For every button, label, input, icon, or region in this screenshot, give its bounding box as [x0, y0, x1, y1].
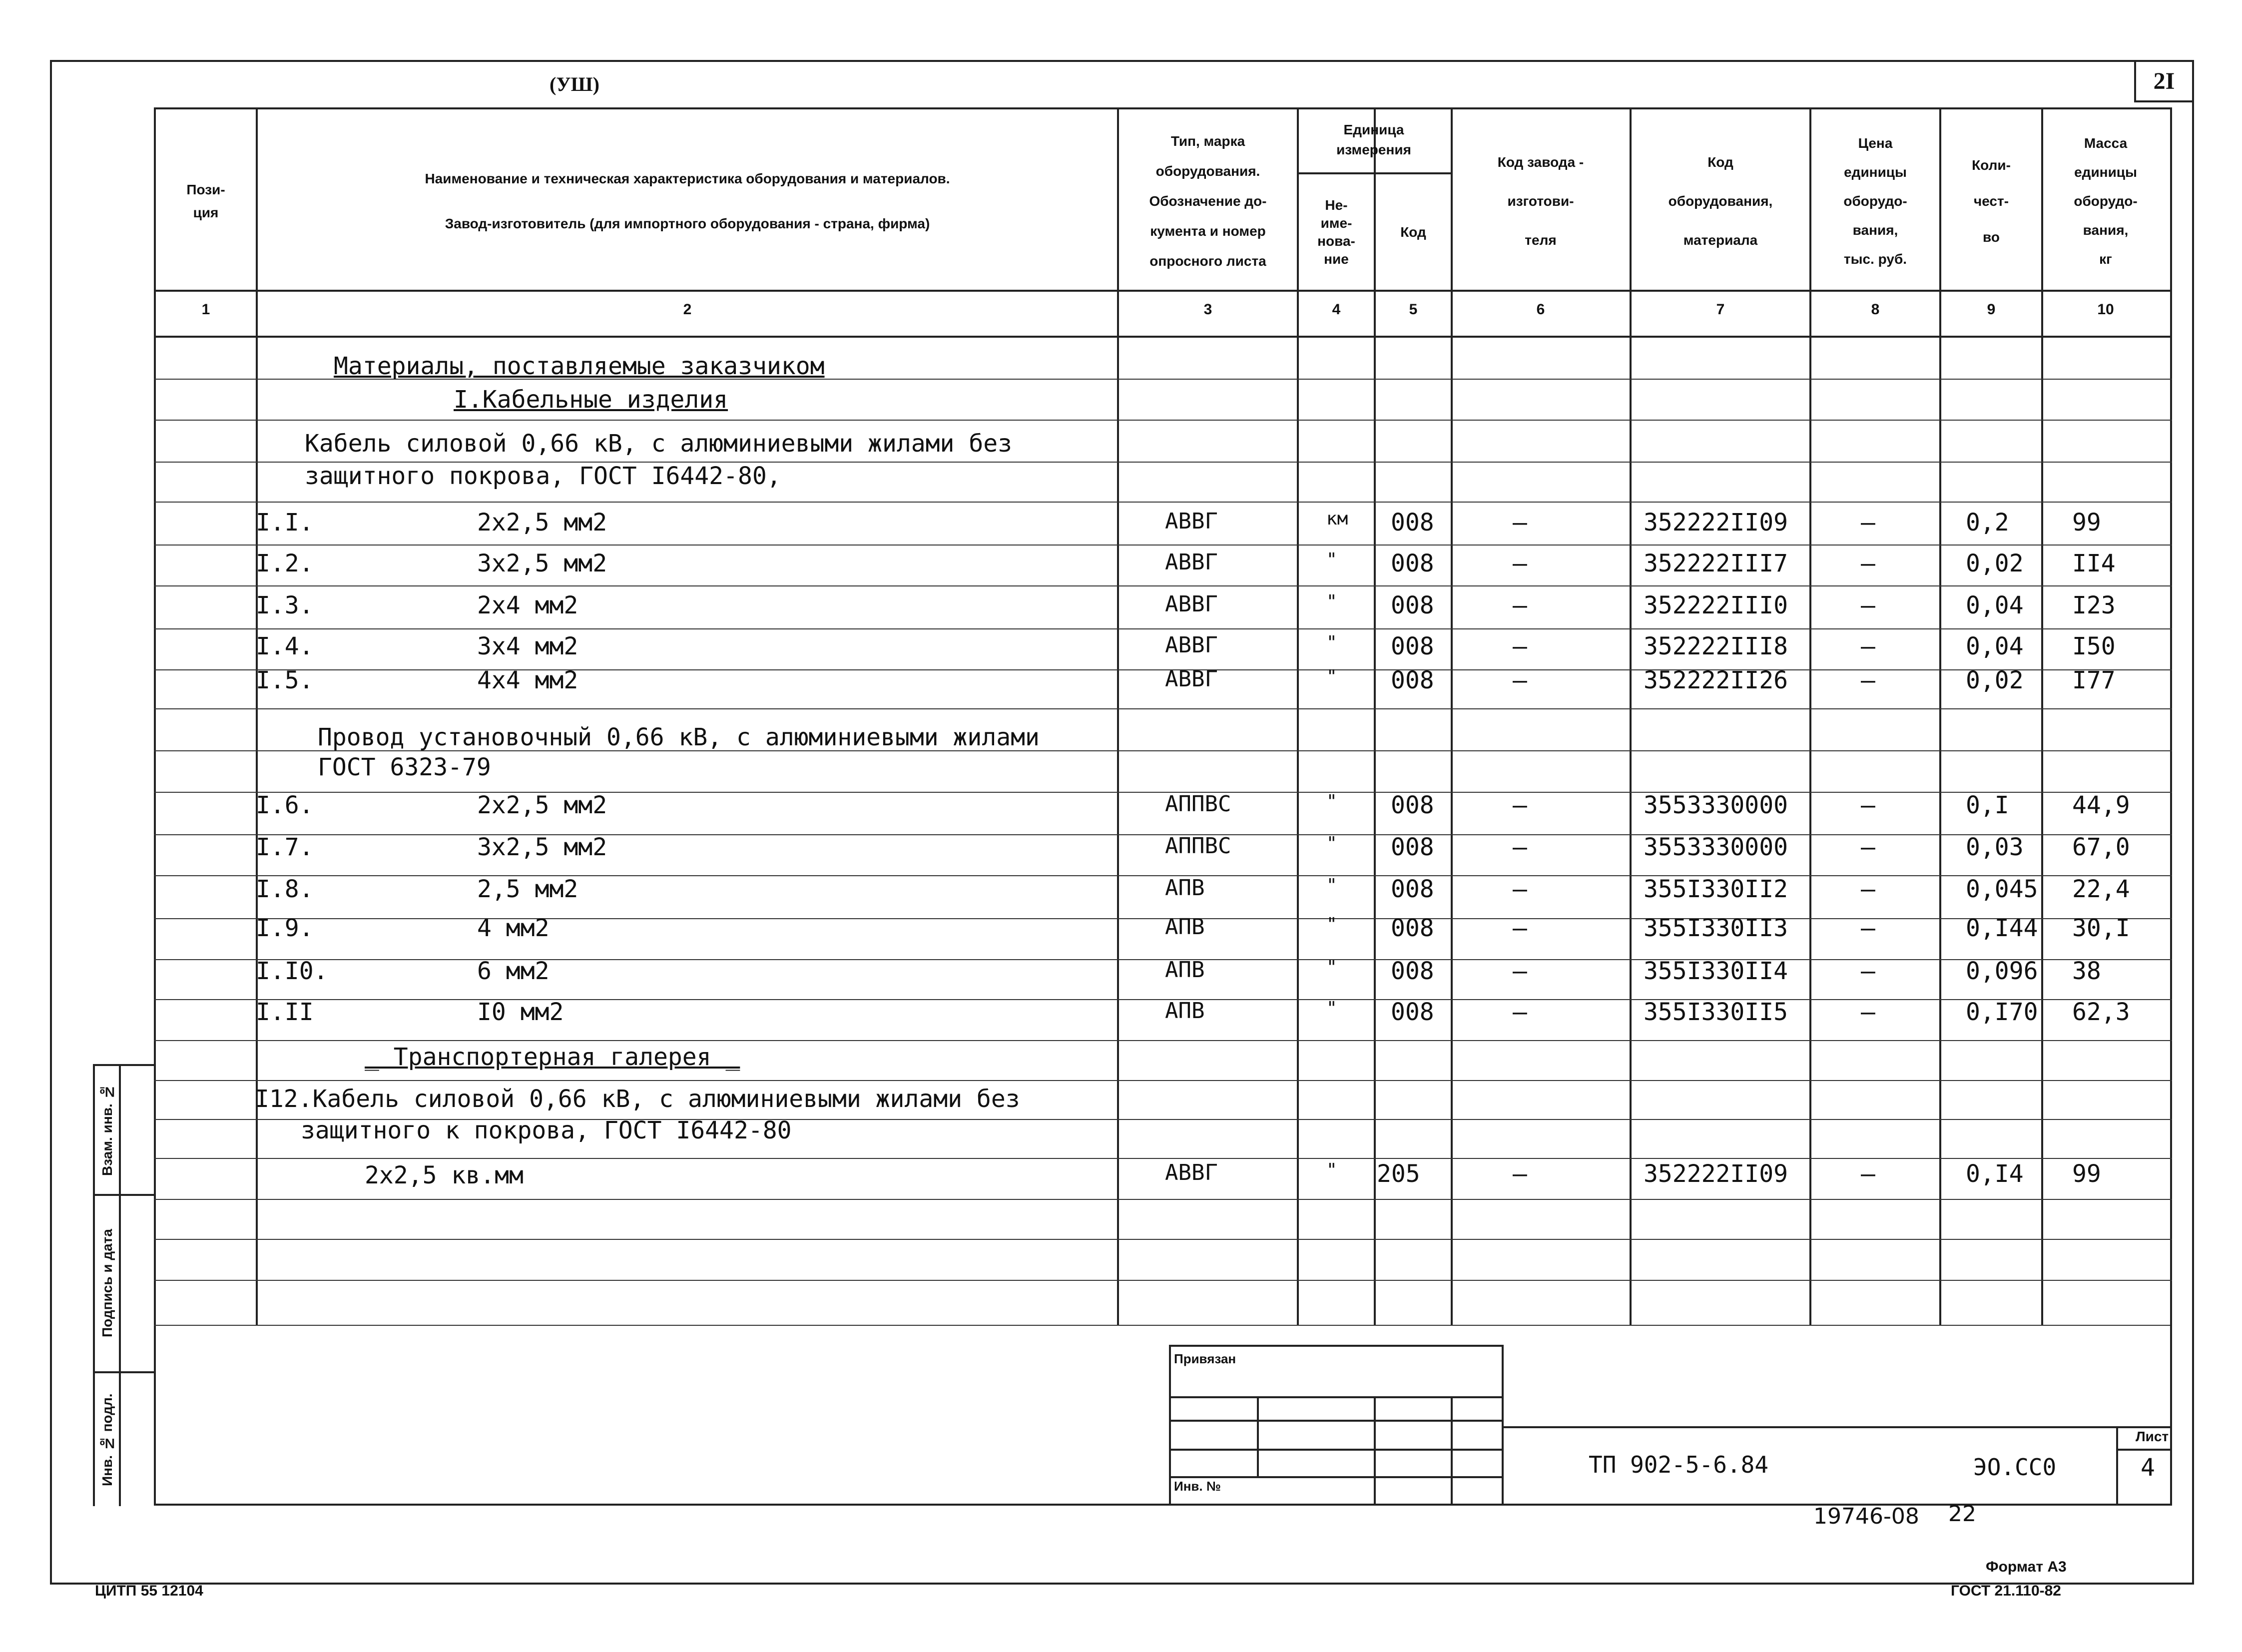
row-6-price: – — [1861, 791, 1875, 819]
row-10-factory: – — [1513, 957, 1527, 985]
row-3-price: – — [1861, 591, 1875, 619]
col-header-7: Код оборудования, материала — [1668, 154, 1773, 248]
gallery-cable-line-1: I12.Кабель силовой 0,66 кВ, с алюминиевыми жилами без — [255, 1085, 1020, 1113]
row-12-unit: " — [1326, 1160, 1337, 1180]
row-line-22 — [154, 1280, 2172, 1281]
row-11-unit: " — [1326, 998, 1337, 1019]
colnum-bottom-line — [154, 336, 2172, 338]
row-10-qty: 0,096 — [1966, 957, 2038, 985]
row-4-name: 3х4 мм2 — [477, 632, 578, 660]
row-3-name: 2х4 мм2 — [477, 591, 578, 619]
right-frame-bottom — [2170, 1325, 2172, 1504]
row-6-mass: 44,9 — [2072, 791, 2130, 819]
row-5-price: – — [1861, 666, 1875, 694]
stamp-v1 — [1257, 1396, 1259, 1476]
stamp-v3 — [1451, 1396, 1453, 1504]
wire-description-line-1: Провод установочный 0,66 кВ, с алюминиевыми жилами — [318, 723, 1040, 751]
row-3-eq-code: 352222III0 — [1644, 591, 1788, 619]
row-8-type: АПВ — [1165, 875, 1205, 901]
col-header-4: Не- име- нова- ние — [1317, 197, 1355, 267]
stamp-top — [1169, 1345, 1504, 1347]
row-9-unit: " — [1326, 914, 1337, 935]
row-8-name: 2,5 мм2 — [477, 875, 578, 903]
row-2-unit: " — [1326, 550, 1337, 570]
row-5-eq-code: 352222II26 — [1644, 666, 1788, 694]
section-heading-conveyor-gallery: _ Транспортерная галерея _ — [365, 1043, 740, 1071]
row-12-type: АВВГ — [1165, 1160, 1218, 1185]
row-10-eq-code: 355I330II4 — [1644, 957, 1788, 985]
gallery-cable-size: 2х2,5 кв.мм — [365, 1161, 524, 1189]
row-line-21 — [154, 1239, 2172, 1240]
col-header-1: Пози- ция — [186, 181, 225, 220]
cable-description-line-2: защитного покрова, ГОСТ I6442-80, — [305, 462, 781, 490]
col-num-3: 3 — [1203, 301, 1212, 318]
row-4-code: 008 — [1391, 632, 1434, 660]
row-9-pos: I.9. — [256, 914, 314, 942]
col-header-3: Тип, марка оборудования. Обозначение до- кумента и номер опросного листа — [1149, 133, 1267, 269]
row-2-eq-code: 352222III7 — [1644, 550, 1788, 577]
stamp-right — [1502, 1345, 1504, 1504]
row-7-pos: I.7. — [256, 833, 314, 861]
unit-group-header: Единица измерения — [1336, 122, 1411, 157]
row-12-qty: 0,I4 — [1966, 1160, 2024, 1188]
row-4-type: АВВГ — [1165, 632, 1218, 658]
titleblock-top — [1502, 1426, 2170, 1428]
row-line-5 — [154, 585, 2172, 586]
row-2-factory: – — [1513, 550, 1527, 577]
row-12-mass: 99 — [2072, 1160, 2101, 1188]
row-11-price: – — [1861, 998, 1875, 1026]
section-heading-cables: I.Кабельные изделия — [454, 386, 728, 414]
col-num-10: 10 — [2097, 301, 2114, 318]
row-4-mass: I50 — [2072, 632, 2116, 660]
stamp-line-4 — [1169, 1449, 1504, 1451]
row-11-factory: – — [1513, 998, 1527, 1026]
row-2-code: 008 — [1391, 550, 1434, 577]
row-7-price: – — [1861, 833, 1875, 861]
col-num-9: 9 — [1987, 301, 1996, 318]
row-4-price: – — [1861, 632, 1875, 660]
col-num-6: 6 — [1536, 301, 1545, 318]
row-8-price: – — [1861, 875, 1875, 903]
row-line-19 — [154, 1158, 2172, 1159]
row-11-pos: I.II — [256, 998, 314, 1026]
col-header-2: Наименование и техническая характеристика оборудования и материалов. Завод-изготовитель (для импортного оборудования - страна, фирма) — [425, 170, 950, 231]
row-8-mass: 22,4 — [2072, 875, 2130, 903]
row-10-name: 6 мм2 — [477, 957, 550, 985]
row-6-qty: 0,I — [1966, 791, 2009, 819]
sheet-corner-number: 2I — [2134, 60, 2194, 102]
row-7-unit: " — [1326, 833, 1337, 854]
side-strip-left-border — [93, 1064, 95, 1506]
row-2-pos: I.2. — [256, 550, 314, 577]
row-10-unit: " — [1326, 957, 1337, 978]
row-9-qty: 0,I44 — [1966, 914, 2038, 942]
row-1-name: 2х2,5 мм2 — [477, 509, 607, 537]
row-4-unit: " — [1326, 632, 1337, 653]
row-5-factory: – — [1513, 666, 1527, 694]
row-12-factory: – — [1513, 1160, 1527, 1188]
row-10-price: – — [1861, 957, 1875, 985]
row-11-mass: 62,3 — [2072, 998, 2130, 1026]
row-12-price: – — [1861, 1160, 1875, 1188]
row-4-qty: 0,04 — [1966, 632, 2024, 660]
row-8-pos: I.8. — [256, 875, 314, 903]
row-1-code: 008 — [1391, 509, 1434, 537]
row-3-mass: I23 — [2072, 591, 2116, 619]
row-5-name: 4х4 мм2 — [477, 666, 578, 694]
row-3-pos: I.3. — [256, 591, 314, 619]
row-7-name: 3х2,5 мм2 — [477, 833, 607, 861]
col-num-7: 7 — [1716, 301, 1725, 318]
row-12-eq-code: 352222II09 — [1644, 1160, 1788, 1188]
row-7-factory: – — [1513, 833, 1527, 861]
gallery-cable-line-2: защитного к покрова, ГОСТ I6442-80 — [301, 1116, 792, 1144]
side-label-signature-date: Подпись и дата — [99, 1229, 115, 1338]
row-line-3 — [154, 502, 2172, 503]
row-10-pos: I.I0. — [256, 957, 328, 985]
row-line-16 — [154, 1040, 2172, 1041]
row-2-mass: II4 — [2072, 550, 2116, 577]
row-2-price: – — [1861, 550, 1875, 577]
row-1-price: – — [1861, 509, 1875, 537]
row-5-type: АВВГ — [1165, 666, 1218, 692]
side-label-inv-original: Инв. № подл. — [99, 1393, 115, 1486]
row-8-qty: 0,045 — [1966, 875, 2038, 903]
row-line-8 — [154, 708, 2172, 709]
row-5-pos: I.5. — [256, 666, 314, 694]
row-1-factory: – — [1513, 509, 1527, 537]
header-title: (УШ) — [550, 73, 599, 95]
row-1-type: АВВГ — [1165, 509, 1218, 534]
row-6-factory: – — [1513, 791, 1527, 819]
row-1-qty: 0,2 — [1966, 509, 2009, 537]
row-2-qty: 0,02 — [1966, 550, 2024, 577]
col-num-8: 8 — [1871, 301, 1880, 318]
stamp-line-2 — [1169, 1396, 1504, 1398]
stamp-section: ЭО.СС0 — [1973, 1454, 2057, 1481]
stamp-privyazan-label: Привязан — [1174, 1351, 1236, 1366]
row-line-20 — [154, 1199, 2172, 1200]
row-line-4 — [154, 545, 2172, 546]
stamp-doc-code: ТП 902-5-6.84 — [1589, 1451, 1769, 1478]
row-9-type: АПВ — [1165, 914, 1205, 940]
row-6-name: 2х2,5 мм2 — [477, 791, 607, 819]
row-11-name: I0 мм2 — [477, 998, 564, 1026]
row-9-factory: – — [1513, 914, 1527, 942]
row-7-type: АППВС — [1165, 833, 1231, 859]
table-top-line — [154, 107, 2172, 109]
row-3-qty: 0,04 — [1966, 591, 2024, 619]
col-header-6: Код завода - изготови- теля — [1497, 154, 1584, 248]
row-11-type: АПВ — [1165, 998, 1205, 1024]
col-header-8: Цена единицы оборудо- вания, тыс. руб. — [1843, 135, 1907, 267]
section-heading-materials: Материалы, поставляемые заказчиком — [334, 352, 825, 380]
row-9-price: – — [1861, 914, 1875, 942]
row-1-pos: I.I. — [256, 509, 314, 537]
stamp-list-number: 4 — [2141, 1454, 2155, 1482]
row-12-code: 205 — [1377, 1160, 1420, 1188]
row-9-eq-code: 355I330II3 — [1644, 914, 1788, 942]
row-2-name: 3х2,5 мм2 — [477, 550, 607, 577]
row-3-code: 008 — [1391, 591, 1434, 619]
row-4-eq-code: 352222III8 — [1644, 632, 1788, 660]
list-box-left — [2116, 1426, 2118, 1504]
row-4-pos: I.4. — [256, 632, 314, 660]
col-num-4: 4 — [1332, 301, 1341, 318]
row-5-code: 008 — [1391, 666, 1434, 694]
col-header-10: Масса единицы оборудо- вания, кг — [2074, 135, 2138, 267]
stamp-list-label: Лист — [2136, 1429, 2169, 1444]
list-box-divider — [2116, 1449, 2170, 1451]
row-1-mass: 99 — [2072, 509, 2101, 537]
col-header-5: Код — [1400, 224, 1426, 240]
row-6-code: 008 — [1391, 791, 1434, 819]
cable-description-line-1: Кабель силовой 0,66 кВ, с алюминиевыми жилами без — [305, 430, 1013, 458]
row-8-eq-code: 355I330II2 — [1644, 875, 1788, 903]
row-1-unit: км — [1326, 509, 1348, 529]
row-8-code: 008 — [1391, 875, 1434, 903]
row-9-name: 4 мм2 — [477, 914, 550, 942]
unit-header-divider — [1297, 172, 1451, 174]
row-9-code: 008 — [1391, 914, 1434, 942]
side-label-replace-inv: Взам. инв. № — [99, 1084, 115, 1176]
wire-description-line-2: ГОСТ 6323-79 — [318, 753, 491, 781]
row-2-type: АВВГ — [1165, 550, 1218, 575]
col-num-2: 2 — [683, 301, 692, 318]
footer-format: Формат А3 — [1986, 1559, 2067, 1575]
stamp-line-5 — [1169, 1476, 1504, 1478]
side-strip-inner-border — [119, 1064, 121, 1506]
handwritten-number: 19746-08 — [1813, 1504, 1919, 1529]
row-6-pos: I.6. — [256, 791, 314, 819]
footer-left-code: ЦИТП 55 12104 — [95, 1583, 203, 1599]
row-3-type: АВВГ — [1165, 591, 1218, 617]
row-line-17 — [154, 1080, 2172, 1081]
stamp-left — [1169, 1345, 1171, 1504]
handwritten-suffix: 22 — [1948, 1501, 1976, 1527]
row-11-eq-code: 355I330II5 — [1644, 998, 1788, 1026]
row-11-code: 008 — [1391, 998, 1434, 1026]
row-7-eq-code: 3553330000 — [1644, 833, 1788, 861]
stamp-v2 — [1374, 1396, 1376, 1504]
stamp-line-3 — [1169, 1420, 1504, 1422]
row-8-unit: " — [1326, 875, 1337, 896]
row-3-unit: " — [1326, 591, 1337, 612]
row-line-23 — [154, 1325, 2172, 1326]
row-6-type: АППВС — [1165, 791, 1231, 817]
col-num-1: 1 — [201, 301, 210, 318]
row-6-unit: " — [1326, 791, 1337, 812]
row-7-qty: 0,03 — [1966, 833, 2024, 861]
row-7-code: 008 — [1391, 833, 1434, 861]
row-6-eq-code: 3553330000 — [1644, 791, 1788, 819]
row-5-unit: " — [1326, 666, 1337, 687]
row-line-1 — [154, 420, 2172, 421]
row-8-factory: – — [1513, 875, 1527, 903]
row-10-code: 008 — [1391, 957, 1434, 985]
footer-gost: ГОСТ 21.110-82 — [1951, 1583, 2061, 1599]
stamp-inv-label: Инв. № — [1174, 1479, 1221, 1494]
col-num-5: 5 — [1409, 301, 1418, 318]
row-11-qty: 0,I70 — [1966, 998, 2038, 1026]
row-line-6 — [154, 628, 2172, 629]
row-9-mass: 30,I — [2072, 914, 2130, 942]
row-3-factory: – — [1513, 591, 1527, 619]
row-4-factory: – — [1513, 632, 1527, 660]
row-1-eq-code: 352222II09 — [1644, 509, 1788, 537]
row-5-mass: I77 — [2072, 666, 2116, 694]
header-bottom-line — [154, 290, 2172, 292]
row-10-type: АПВ — [1165, 957, 1205, 983]
row-7-mass: 67,0 — [2072, 833, 2130, 861]
row-5-qty: 0,02 — [1966, 666, 2024, 694]
col-header-9: Коли- чест- во — [1972, 157, 2011, 245]
row-10-mass: 38 — [2072, 957, 2101, 985]
